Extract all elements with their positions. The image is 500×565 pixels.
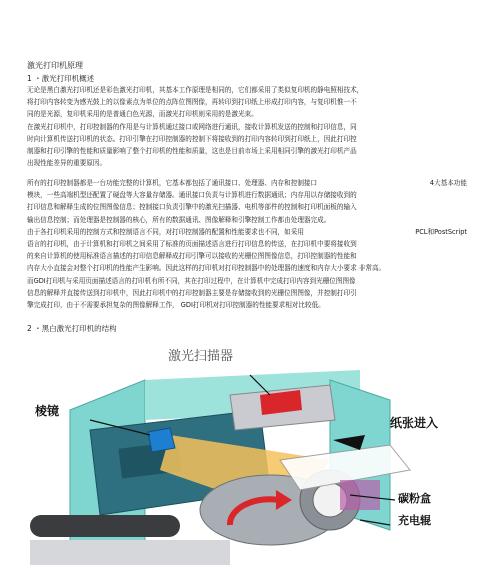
- paragraph-line: 时向计算机传送打印机的状态。打印引擎在打印控制器的控制下将接收到的打印内容转印到打印纸上，因此打印控: [27, 134, 357, 143]
- paragraph-line: 而GDI打印机与采用页面描述语言的打印机有所不同，其在打印过程中，在计算机中完成打印内容到光栅位图图像: [27, 276, 356, 285]
- paragraph-line: 的来自计算机的使用标准语言描述的打印信息解释成打印引擎可以接收的光栅位图图像信息，打印控制器的性能和: [27, 252, 357, 261]
- printer-structure-figure: [30, 340, 458, 565]
- paragraph-line: 将打印内容转变为感光鼓上的以像素点为单位的点阵位图图像，再转印到打印纸上形成打印内容，与复印机惟一不: [27, 98, 357, 107]
- section-2-heading: 2 ・黑白激光打印机的结构: [27, 324, 117, 333]
- paragraph-line: 制器和打印引擎的性能和质量影响了整个打印机的性能和质量，这也是目前市场上采用相同引擎的激光打印机产品: [27, 146, 357, 155]
- doc-title: 激光打印机原理: [27, 61, 83, 70]
- paragraph-line: 语言的打印机，由于计算机和打印机之间采用了标准的页面描述语言进行打印信息的传送，在打印机中要将接收到: [27, 239, 357, 248]
- prism-label: 棱镜: [35, 404, 60, 418]
- charge-roller-label: 充电辊: [398, 514, 431, 527]
- paragraph-line: 所有的打印控制器都是一台功能完整的计算机，它基本都包括了通讯接口、处理器、内存和控制接口 4大基本功能: [27, 179, 467, 187]
- paragraph-line: 无论是黑白激光打印机还是彩色激光打印机，其基本工作原理是相同的，它们都采用了类似复印机的静电照相技术，: [27, 86, 364, 94]
- paragraph-line: 出现性能差异的重要原因。: [27, 159, 107, 168]
- paragraph-line: 打印信息和解释生成的位图图像信息；控制接口负责引擎中的激光扫描器、电机等部件的控制和打印机面板的输入: [27, 203, 357, 212]
- section-1-heading: 1 ・激光打印机概述: [27, 74, 95, 83]
- figure-title: 激光扫描器: [168, 349, 234, 364]
- paragraph-2: [27, 177, 467, 311]
- paragraph-line: 模块，一些高端机型还配置了硬盘等大容量存储器。通讯接口负责与计算机进行数据通讯；内存用以存储接收到的: [27, 191, 357, 200]
- paragraph-line: 由于各打印机采用的控制方式和控制语言不同，对打印控制器的配置和性能要求也不同，如采用 PCL和PostScript: [27, 227, 467, 236]
- base-plate: [30, 540, 230, 565]
- paragraph-line: 擎完成打印，由于不需要承担复杂的图像解释工作， GDI打印机对打印控制器的性能要求相对比较低。: [27, 300, 325, 309]
- paragraph-line: 内存大小直接会对整个打印机的性能产生影响。因此这样的打印机对打印控制器中的处理器的速度和内存大小要求 非常高。: [27, 264, 386, 273]
- paragraph-line: 输出信息控制；而处理器是控制器的核心，所有的数据通讯、图像解释和引擎控制工作都由处理器完成。: [27, 215, 331, 224]
- paragraph-line: 信息的解释并直接传送到打印机中，因此打印机中的打印控制器主要是存储接收到的光栅位图图像，并控制打印引: [27, 288, 357, 297]
- paragraph-line: 在激光打印机中，打印控制器的作用是与计算机通过接口或网络进行通讯，接收计算机发送的控制和打印信息，同: [27, 122, 357, 131]
- printer-illustration: [30, 340, 458, 565]
- toner-cartridge: [340, 480, 380, 510]
- paragraph-1: [27, 84, 467, 169]
- prism-cube: [148, 428, 175, 452]
- roller-bar: [30, 515, 180, 537]
- paragraph-line: 同的是光源，复印机采用的是普通白色光源，而激光打印机则采用的是激光束。: [27, 110, 258, 119]
- toner-label: 碳粉盒: [398, 492, 431, 505]
- paper-in-label: 纸张进入: [390, 416, 439, 430]
